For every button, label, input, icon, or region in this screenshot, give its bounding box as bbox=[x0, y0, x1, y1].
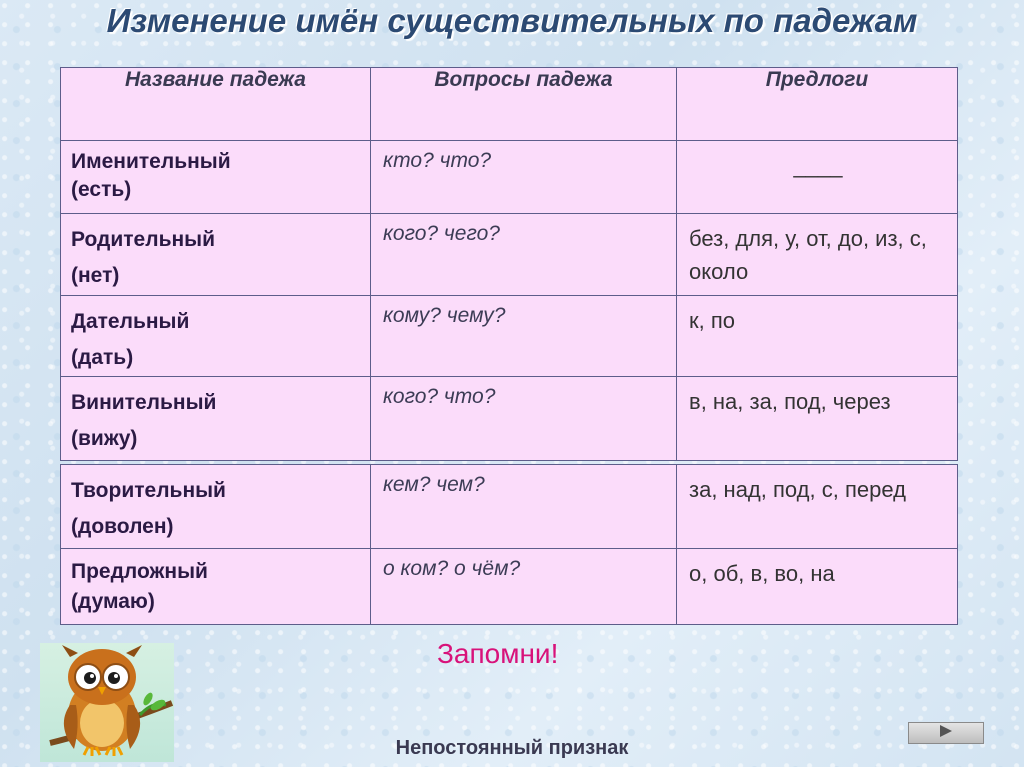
table-header-row bbox=[61, 68, 958, 141]
case-name: Предложный bbox=[71, 560, 208, 583]
case-questions: кем? чем? bbox=[371, 465, 677, 549]
case-name: Винительный bbox=[71, 391, 217, 414]
table-row bbox=[61, 465, 958, 549]
case-name-cell bbox=[61, 296, 371, 377]
case-questions: кого? что? bbox=[371, 377, 677, 461]
case-name: Дательный bbox=[71, 310, 190, 333]
case-name: Именительный bbox=[71, 150, 231, 173]
case-questions: кто? что? bbox=[371, 141, 677, 214]
play-arrow-icon bbox=[938, 724, 954, 743]
table-row bbox=[61, 377, 958, 461]
next-slide-button[interactable] bbox=[908, 722, 984, 744]
case-hint: (думаю) bbox=[71, 590, 155, 613]
case-hint: (вижу) bbox=[71, 427, 138, 450]
case-hint: (доволен) bbox=[71, 515, 174, 538]
table-row bbox=[61, 141, 958, 214]
table-row bbox=[61, 296, 958, 377]
case-prepositions: о, об, в, во, на bbox=[677, 549, 958, 625]
cases-table-continued bbox=[60, 464, 958, 625]
case-prepositions: за, над, под, с, перед bbox=[677, 465, 958, 549]
cases-table-main bbox=[60, 67, 958, 461]
case-prepositions: к, по bbox=[677, 296, 958, 377]
header-case-questions: Вопросы падежа bbox=[371, 68, 677, 141]
case-questions: кого? чего? bbox=[371, 214, 677, 296]
case-prepositions: без, для, у, от, до, из, с, около bbox=[677, 214, 958, 296]
case-name-cell bbox=[61, 214, 371, 296]
case-name-cell bbox=[61, 377, 371, 461]
footer-caption: Непостоянный признак bbox=[395, 737, 629, 759]
slide-title: Изменение имён существительных по падежам bbox=[106, 2, 918, 39]
header-case-name: Название падежа bbox=[61, 68, 371, 141]
case-name-cell bbox=[61, 549, 371, 625]
case-prepositions: в, на, за, под, через bbox=[677, 377, 958, 461]
case-name: Творительный bbox=[71, 479, 226, 502]
case-questions: кому? чему? bbox=[371, 296, 677, 377]
case-name-cell bbox=[61, 141, 371, 214]
case-hint: (дать) bbox=[71, 346, 134, 369]
header-prepositions: Предлоги bbox=[677, 68, 958, 141]
table-row bbox=[61, 549, 958, 625]
remember-note: Запомни! bbox=[437, 638, 559, 669]
case-hint: (есть) bbox=[71, 178, 132, 201]
case-prepositions: ____ bbox=[677, 141, 958, 214]
table-row bbox=[61, 214, 958, 296]
case-name: Родительный bbox=[71, 228, 216, 251]
case-name-cell bbox=[61, 465, 371, 549]
case-questions: о ком? о чём? bbox=[371, 549, 677, 625]
case-hint: (нет) bbox=[71, 264, 120, 287]
